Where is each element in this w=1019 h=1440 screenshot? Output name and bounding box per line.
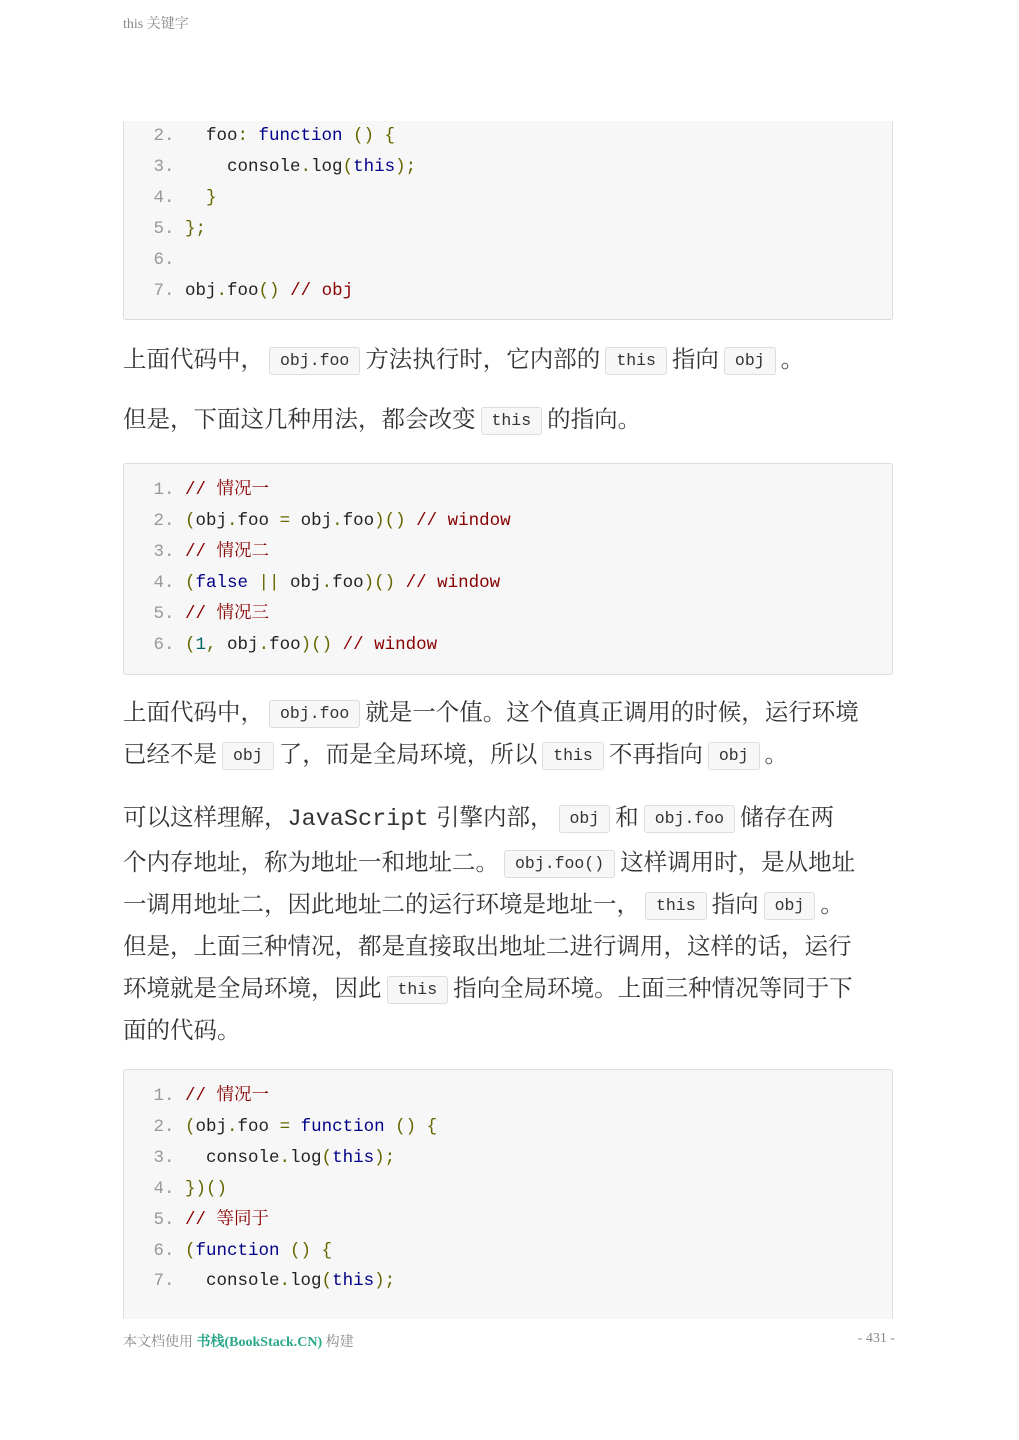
line-number: 6. <box>153 1240 185 1261</box>
paragraph-text: 的指向。 <box>547 405 642 433</box>
paragraph-text: 个内存地址，称为地址一和地址二。 <box>123 848 499 876</box>
inline-code: obj.foo() <box>504 850 615 878</box>
paragraph-text: 。 <box>820 890 844 918</box>
paragraph-text: 储存在两 <box>740 803 835 831</box>
paragraph-text: 但是，上面三种情况，都是直接取出地址二进行调用，这样的话，运行 <box>123 932 852 960</box>
code-text: (1, obj.foo)() // window <box>185 634 438 655</box>
code-line <box>124 245 185 276</box>
code-line <box>124 152 416 183</box>
inline-code: this <box>605 347 667 375</box>
code-text: }; <box>185 218 207 239</box>
line-number: 2. <box>153 1116 185 1137</box>
page-footer <box>123 1331 895 1353</box>
paragraph-text: 上面代码中， <box>123 698 264 726</box>
code-text: console.log(this); <box>185 1147 396 1168</box>
code-text: // 等同于 <box>185 1209 270 1230</box>
code-line <box>124 121 395 152</box>
code-line <box>124 1205 269 1236</box>
paragraph-text: 。 <box>780 345 805 373</box>
inline-code: obj <box>724 347 776 375</box>
paragraph-text: 环境就是全局环境，因此 <box>123 974 382 1002</box>
code-line <box>124 599 269 630</box>
paragraph-text: 指向全局环境。上面三种情况等同于下 <box>453 974 853 1002</box>
code-block-2 <box>123 463 893 675</box>
code-line <box>124 537 269 568</box>
code-line <box>124 630 437 661</box>
code-line <box>124 475 269 506</box>
paragraph-text: 。 <box>764 740 789 768</box>
inline-code: this <box>387 976 449 1004</box>
inline-code: obj.foo <box>269 347 360 375</box>
line-number: 5. <box>153 1209 185 1230</box>
code-text: console.log(this); <box>185 156 417 177</box>
inline-code: obj.foo <box>644 805 735 833</box>
code-text: })() <box>185 1178 228 1199</box>
code-line <box>124 1236 332 1267</box>
paragraph-text: 引擎内部， <box>428 803 554 831</box>
code-text: } <box>185 187 217 208</box>
page-number: - 431 - <box>857 1331 895 1346</box>
code-block-1 <box>123 121 893 320</box>
line-number: 4. <box>153 187 185 208</box>
code-text: console.log(this); <box>185 1271 396 1292</box>
line-number: 7. <box>153 280 185 301</box>
paragraph-3 <box>123 691 898 775</box>
code-text: foo: function () { <box>185 126 396 146</box>
line-number: 6. <box>153 634 185 655</box>
paragraph-1 <box>123 338 898 380</box>
code-line <box>124 183 217 214</box>
paragraph-text: 就是一个值。这个值真正调用的时候，运行环境 <box>365 698 859 726</box>
line-number: 7. <box>153 1271 185 1292</box>
code-line <box>124 1112 437 1143</box>
paragraph-text: 了，而是全局环境，所以 <box>278 740 538 768</box>
line-number: 2. <box>153 126 185 146</box>
code-line <box>124 1081 269 1112</box>
inline-code: obj <box>559 805 611 833</box>
bookstack-link[interactable]: 书栈(BookStack.CN) <box>196 1335 323 1350</box>
code-text: (false || obj.foo)() // window <box>185 572 501 593</box>
paragraph-text: 但是，下面这几种用法，都会改变 <box>123 405 476 433</box>
paragraph-text: 上面代码中， <box>123 345 264 373</box>
line-number: 1. <box>153 480 185 500</box>
code-text: // 情况一 <box>185 1086 270 1106</box>
paragraph-text: 已经不是 <box>123 740 217 768</box>
line-number: 3. <box>153 156 185 177</box>
footer-suffix: 构建 <box>322 1335 354 1350</box>
line-number: 4. <box>153 572 185 593</box>
paragraph-text: 和 <box>615 803 639 831</box>
code-text: (obj.foo = obj.foo)() // window <box>185 510 511 531</box>
code-text: // 情况一 <box>185 480 270 500</box>
paragraph-text: 面的代码。 <box>123 1016 241 1044</box>
code-text: obj.foo() // obj <box>185 280 354 301</box>
paragraph-2 <box>123 398 898 440</box>
code-text: (function () { <box>185 1240 333 1261</box>
paragraph-4 <box>123 796 898 1051</box>
paragraph-text: 一调用地址二，因此地址二的运行环境是地址一， <box>123 890 640 918</box>
code-line <box>124 506 511 537</box>
inline-code: this <box>645 892 707 920</box>
line-number: 6. <box>153 249 185 270</box>
paragraph-mono-text: JavaScript <box>287 806 429 833</box>
paragraph-text: 指向 <box>671 345 719 373</box>
paragraph-text: 方法执行时，它内部的 <box>365 345 601 373</box>
inline-code: this <box>542 742 604 770</box>
page-header: this 关键字 <box>123 17 189 32</box>
code-line <box>124 276 353 307</box>
code-block-3 <box>123 1069 893 1319</box>
line-number: 1. <box>153 1086 185 1106</box>
code-line <box>124 214 206 245</box>
code-text: // 情况三 <box>185 603 270 624</box>
paragraph-text: 不再指向 <box>608 740 703 768</box>
line-number: 2. <box>153 510 185 531</box>
inline-code: obj <box>708 742 760 770</box>
line-number: 5. <box>153 218 185 239</box>
paragraph-text: 指向 <box>711 890 759 918</box>
inline-code: obj.foo <box>269 700 360 728</box>
footer-credit <box>123 1331 354 1351</box>
code-text: // 情况二 <box>185 541 270 562</box>
line-number: 4. <box>153 1178 185 1199</box>
code-line <box>124 1174 227 1205</box>
inline-code: obj <box>222 742 274 770</box>
line-number: 3. <box>153 1147 185 1168</box>
paragraph-text: 这样调用时，是从地址 <box>620 848 856 876</box>
paragraph-text: 可以这样理解， <box>123 803 288 831</box>
code-line <box>124 1143 395 1174</box>
code-text: (obj.foo = function () { <box>185 1116 438 1137</box>
line-number: 3. <box>153 541 185 562</box>
line-number: 5. <box>153 603 185 624</box>
code-line <box>124 1266 395 1297</box>
code-line <box>124 568 500 599</box>
inline-code: obj <box>764 892 816 920</box>
footer-prefix: 本文档使用 <box>123 1335 197 1350</box>
inline-code: this <box>481 407 543 435</box>
